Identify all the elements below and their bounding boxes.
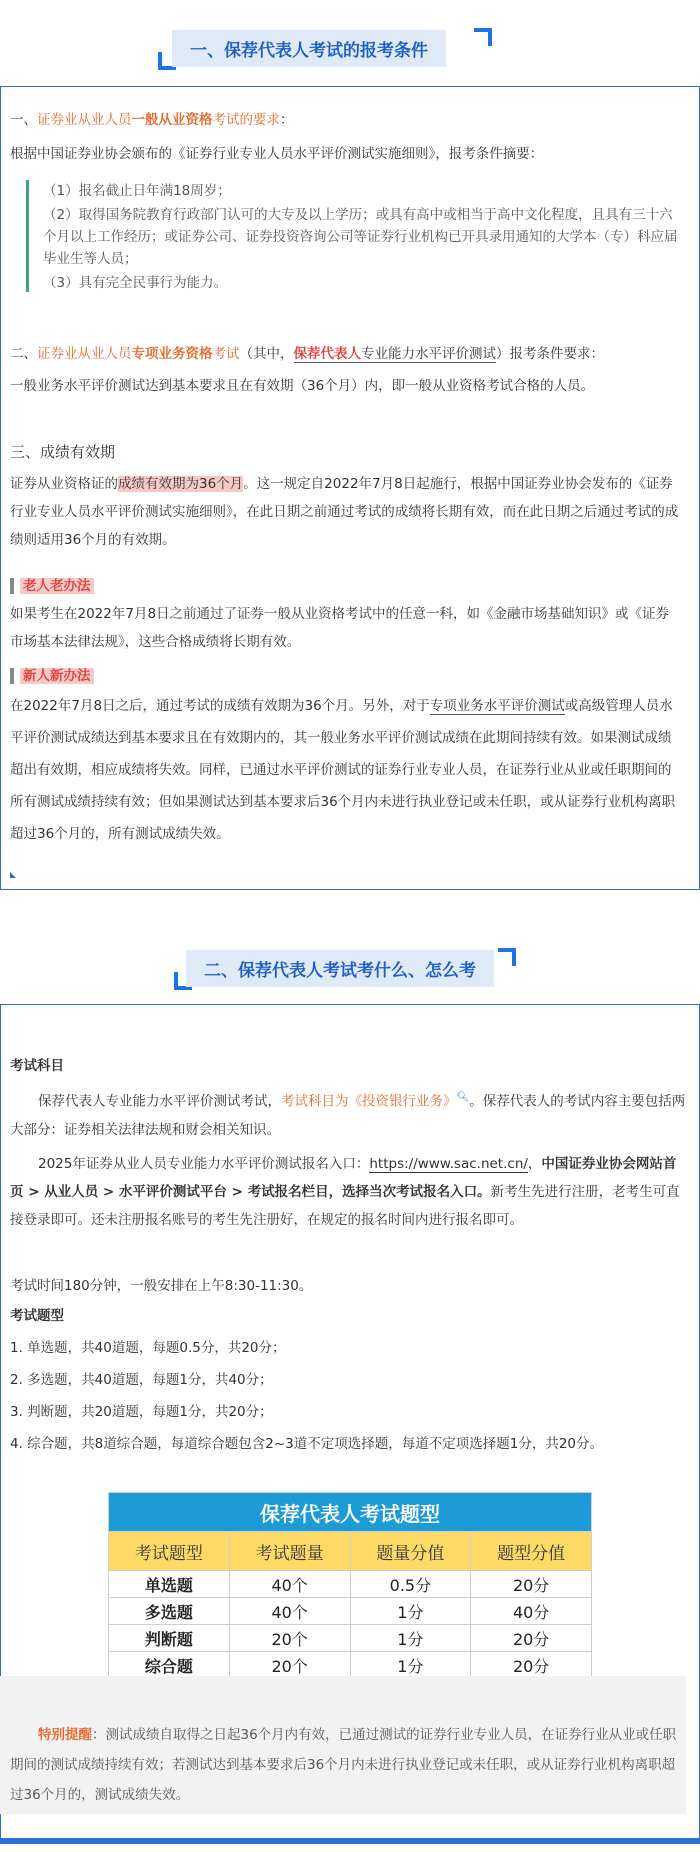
new-rule-text: 在2022年7月8日之后，通过考试的成绩有效期为36个月。另外，对于专项业务水平评价测试或高级管理人员水平评价测试成绩达到基本要求且在有效期内的，其一般业务水平评价测试成绩在此期间持续有效。如果测试成绩超出有效期，相应成绩将失效。同样，已通过水平评价测试的证券行业专业人员，在证券行业从业或任职期间的所有测试成绩持续有效；但如果测试达到基本要求后36个月内未进行执业登记或未任职，或从证券行业机构离职超过36个月的，所有测试成绩失效。 [10,698,676,842]
exam-time: 考试时间180分钟，一般安排在上午8:30-11:30。 [10,1278,313,1294]
section2-title: 二、保荐代表人考试考什么、怎么考 [186,950,494,987]
item2-requirement: 一般业务水平评价测试达到基本要求且在有效期（36个月）内，即一般从业资格考试合格的人员。 [10,378,595,394]
table-cell: 1分 [350,1625,471,1652]
registration-link[interactable]: https://www.sac.net.cn/ [369,1156,528,1172]
registration-paragraph: 2025年证券从业人员专业能力水平评价测试报名入口：https://www.sac.net.cn/，中国证券业协会网站首页 > 从业人员 > 水平评价测试平台 > 考试报名栏目，选择当次考试报名入口。新考生先进行注册，老考生可直接登录即可。还未注册报名账号的考生先注册好，在规定的报名时间内进行报名即可。 [10,1156,680,1228]
table-cell: 1分 [350,1652,471,1679]
table-header: 考试题量 [229,1532,350,1571]
condition-2: （2）取得国务院教育行政部门认可的大专及以上学历；或具有高中或相当于高中文化程度，且具有三十六个月以上工作经历；或证券公司、证券投资咨询公司等证券行业机构已开具录用通知的大学本（专）科应届毕业生等人员； [43,207,678,267]
table-header: 题量分值 [350,1532,471,1571]
item1-heading: 一、证券业从业人员一般从业资格考试的要求： [10,112,294,128]
header-corner-right [474,28,492,46]
table-cell: 20分 [471,1571,592,1598]
type-item-1: 1. 单选题，共40道题，每题0.5分，共20分； [10,1340,286,1356]
table-row [109,1571,592,1598]
new-rule-heading: 新人新办法 [10,664,94,684]
table-cell: 判断题 [109,1625,230,1652]
subject-paragraph: 保荐代表人专业能力水平评价测试考试，考试科目为《投资银行业务》🔍︎。保荐代表人的考试内容主要包括两大部分：证券相关法律法规和财会相关知识。 [10,1092,686,1138]
special-notice [0,1676,686,1814]
table-cell: 综合题 [109,1652,230,1679]
notice-text: 特别提醒：测试成绩自取得之日起36个月内有效，已通过测试的证券行业专业人员，在证券行业从业或任职期间的测试成绩持续有效；若测试达到基本要求后36个月内未进行执业登记或未任职，或从证券行业机构离职超过36个月的，测试成绩失效。 [10,1727,677,1803]
type-item-4: 4. 综合题，共8道综合题，每道综合题包含2~3道不定项选择题，每道不定项选择题1分，共20分。 [10,1436,604,1452]
item3-heading: 三、成绩有效期 [10,443,116,461]
type-heading: 考试题型 [10,1308,64,1324]
type-item-2: 2. 多选题，共40道题，每题1分，共40分； [10,1372,273,1388]
old-rule-text: 如果考生在2022年7月8日之前通过了证券一般从业资格考试中的任意一科，如《金融市场基础知识》或《证券市场基本法律法规》，这些合格成绩将长期有效。 [10,606,670,650]
table-cell: 40个 [229,1598,350,1625]
table-header: 题型分值 [471,1532,592,1571]
exam-type-table [108,1492,592,1679]
item2-heading: 二、证券业从业人员专项业务资格考试（其中，保荐代表人专业能力水平评价测试）报考条件要求： [10,346,604,362]
subject-heading: 考试科目 [10,1058,64,1074]
conditions-quote [26,180,683,292]
header-corner-right [498,948,516,966]
type-item-3: 3. 判断题，共20道题，每题1分，共20分； [10,1404,273,1420]
table-cell: 40分 [471,1598,592,1625]
table-cell: 40个 [229,1571,350,1598]
table-row [109,1652,592,1679]
condition-1: （1）报名截止日年满18周岁； [43,183,231,199]
table-cell: 20个 [229,1625,350,1652]
card-corner-mark [10,872,16,878]
item3-paragraph: 证券从业资格证的成绩有效期为36个月。这一规定自2022年7月8日起施行，根据中国证券业协会发布的《证券行业专业人员水平评价测试实施细则》，在此日期之前通过考试的成绩将长期有效，而在此日期之后通过考试的成绩则适用36个月的有效期。 [10,476,679,548]
table-cell: 20分 [471,1625,592,1652]
table-cell: 20分 [471,1652,592,1679]
search-icon[interactable]: 🔍︎ [456,1092,470,1103]
old-rule-heading: 老人老办法 [10,574,94,594]
table-cell: 单选题 [109,1571,230,1598]
table-cell: 0.5分 [350,1571,471,1598]
table-cell: 20个 [229,1652,350,1679]
section1-title: 一、保荐代表人考试的报考条件 [172,30,446,67]
bottom-bar [0,1838,700,1844]
table-header: 考试题型 [109,1532,230,1571]
table-row [109,1598,592,1625]
bar-marker [10,578,14,594]
bar-marker [10,668,14,684]
table-cell: 1分 [350,1598,471,1625]
table-cell: 多选题 [109,1598,230,1625]
item1-intro: 根据中国证券业协会颁布的《证券行业专业人员水平评价测试实施细则》，报考条件摘要： [10,146,544,162]
condition-3: （3）具有完全民事行为能力。 [43,275,228,291]
table-row [109,1625,592,1652]
table-title: 保荐代表人考试题型 [109,1493,592,1532]
